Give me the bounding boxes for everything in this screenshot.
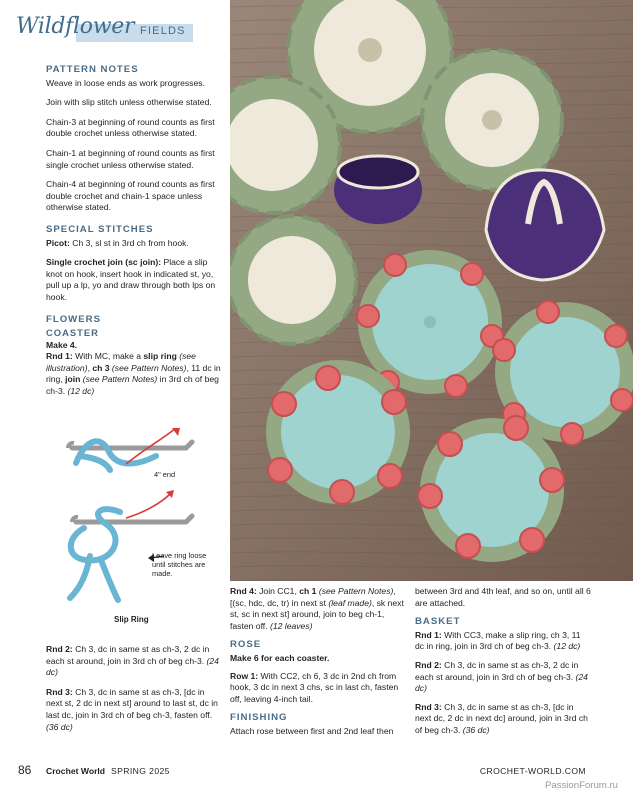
hook-bottom [72, 516, 192, 522]
watermark: PassionForum.ru [544, 780, 618, 791]
website-link[interactable]: CROCHET-WORLD.COM [479, 766, 586, 776]
note-5: Chain-4 at beginning of round counts as first double crochet and chain-1 space unless otherwise stated. [46, 179, 215, 213]
rnd1-t4: , [87, 362, 93, 373]
product-photo [230, 0, 633, 581]
rnd1-t5: ch 3 [92, 362, 110, 373]
rnd1-t2: slip ring [143, 351, 177, 362]
column-left-lower [46, 644, 222, 741]
rnd1-t3: (see illustration) [46, 351, 196, 373]
rnd1-t7: , 11 dc in ring, [46, 362, 221, 385]
rnd2-text: Ch 3, dc in same st as ch-3, 2 dc in each st around, join in 3rd ch of beg ch-3. [46, 644, 210, 666]
basket-rnd2-count: (24 dc) [415, 671, 588, 694]
basket-rnd1-count: (12 dc) [553, 641, 581, 652]
basket-open [334, 156, 422, 224]
crochet-coasters-photo [230, 0, 633, 581]
note-3: Chain-3 at beginning of round counts as first double crochet unless otherwise stated. [46, 116, 215, 139]
column-middle [230, 586, 406, 745]
basket-rnd3-count: (36 dc) [462, 724, 490, 735]
section-header [16, 14, 186, 46]
rnd4-t3: (see Pattern Notes) [316, 586, 394, 596]
header-script-title: Wildflower [16, 14, 135, 39]
rnd1-count: (12 dc) [67, 386, 95, 397]
rnd1-t10: in 3rd ch of beg ch-3. [46, 374, 219, 397]
rnd3-count: (36 dc) [46, 721, 73, 732]
rnd4-label: Rnd 4: [230, 586, 257, 596]
scjoin-term: Single crochet join (sc join): [46, 257, 162, 268]
rnd1-t8: join [65, 374, 81, 385]
basket-rnd1 [415, 630, 591, 653]
slip-ring-diagram [46, 428, 222, 628]
basket-handled [486, 170, 604, 280]
rnd3-label: Rnd 3: [46, 686, 73, 697]
rnd4-t5: (leaf made) [328, 597, 372, 608]
rnd4-paragraph [230, 586, 406, 632]
rnd1-t6: (see Pattern Notes) [109, 362, 187, 373]
rnd1-t9: (see Pattern Notes) [80, 374, 158, 385]
cream-coaster-lower [230, 216, 356, 344]
column-left [46, 64, 222, 406]
rose-make: Make 6 for each coaster. [230, 652, 330, 663]
basket-rnd3-label: Rnd 3: [415, 701, 442, 712]
coaster-make: Make 4. [46, 339, 78, 350]
rose-heading: ROSE [230, 639, 262, 651]
basket-rnd2-text: Ch 3, dc in same st as ch-3, 2 dc in each st around, join in 3rd ch of beg ch-3. [415, 659, 579, 682]
basket-rnd2 [415, 660, 591, 695]
basket-rnd3 [415, 702, 591, 737]
picot-definition [46, 238, 222, 250]
basket-rnd1-label: Rnd 1: [415, 629, 442, 640]
pattern-notes-heading: PATTERN NOTES [46, 64, 139, 75]
finishing-text: Attach rose between first and 2nd leaf then [230, 725, 394, 736]
scjoin-text: Place a slip knot on hook, insert hook in indicated st, yo, pull up a lp, yo and draw through both lps on hook. [46, 257, 216, 302]
aqua-coaster-left [266, 360, 410, 504]
leave-ring-label: Leave ring loose until stitches are made. [152, 551, 207, 578]
rnd4-t1: Join CC1, [256, 586, 300, 596]
basket-rnd3-text: Ch 3, dc in same st as ch-3, [dc in next dc, 2 dc in next dc] around, join in 3rd ch of beg ch-3. [415, 701, 588, 735]
rnd1-label: Rnd 1: [46, 351, 73, 362]
note-1: Weave in loose ends as work progresses. [46, 77, 205, 88]
rose-row1-label: Row 1: [230, 670, 259, 681]
flowers-heading: FLOWERS [46, 313, 101, 325]
magazine-name: Crochet World [46, 766, 106, 776]
picot-term: Picot: [46, 237, 70, 248]
column-right [415, 586, 591, 744]
page-footer [18, 763, 618, 791]
basket-heading: BASKET [415, 616, 461, 628]
rnd1-t1: With MC, make a [72, 351, 144, 362]
rose-row1-text: With CC2, ch 6, 3 dc in 2nd ch from hook, 3 dc in next 3 chs, sc in last ch, fasten off, leaving 4-inch tail. [230, 670, 399, 704]
rnd2-paragraph [46, 644, 222, 679]
rnd4-t6: , sk next st, sc in next st] around, join to beg ch-1, fasten off. [230, 597, 404, 631]
header-caps-title: FIELDS [140, 25, 186, 37]
rnd3-paragraph [46, 687, 222, 733]
diagram-caption: Slip Ring [114, 615, 149, 624]
rnd4-count: (12 leaves) [269, 620, 313, 631]
rnd4-t2: ch 1 [299, 586, 317, 596]
rnd3-text: Ch 3, dc in same st as ch-3, [dc in next st, 2 dc in next st] around to last st, dc in last dc, join in 3rd ch of beg ch-3, fasten off. [46, 686, 218, 720]
finishing-heading: FINISHING [230, 712, 288, 724]
special-stitches-heading: SPECIAL STITCHES [46, 223, 154, 235]
yarn-loop [71, 509, 120, 560]
arrow-bottom [126, 494, 170, 518]
rnd2-count: (24 dc) [46, 655, 219, 678]
end-label: 4" end [154, 470, 176, 479]
picot-text: Ch 3, sl st in 3rd ch from hook. [69, 237, 189, 248]
rose-row1-paragraph [230, 671, 406, 706]
coaster-heading: COASTER [46, 327, 99, 339]
basket-rnd1-text: With CC3, make a slip ring, ch 3, 11 dc in ring, join in 3rd ch of beg ch-3. [415, 629, 581, 652]
page-number: 86 [18, 763, 32, 777]
note-4: Chain-1 at beginning of round counts as first single crochet unless otherwise stated. [46, 147, 215, 170]
basket-rnd2-label: Rnd 2: [415, 659, 442, 670]
rnd4-t4: , [(sc, hdc, dc, tr) in next st [230, 586, 396, 608]
rnd2-label: Rnd 2: [46, 644, 73, 654]
finishing-continued: between 3rd and 4th leaf, and so on, until all 6 are attached. [415, 586, 591, 608]
slip-ring-illustration [46, 428, 222, 628]
issue-label: SPRING 2025 [111, 766, 170, 776]
note-2: Join with slip stitch unless otherwise stated. [46, 97, 212, 108]
scjoin-definition [46, 257, 222, 303]
rnd1-paragraph [46, 351, 222, 397]
